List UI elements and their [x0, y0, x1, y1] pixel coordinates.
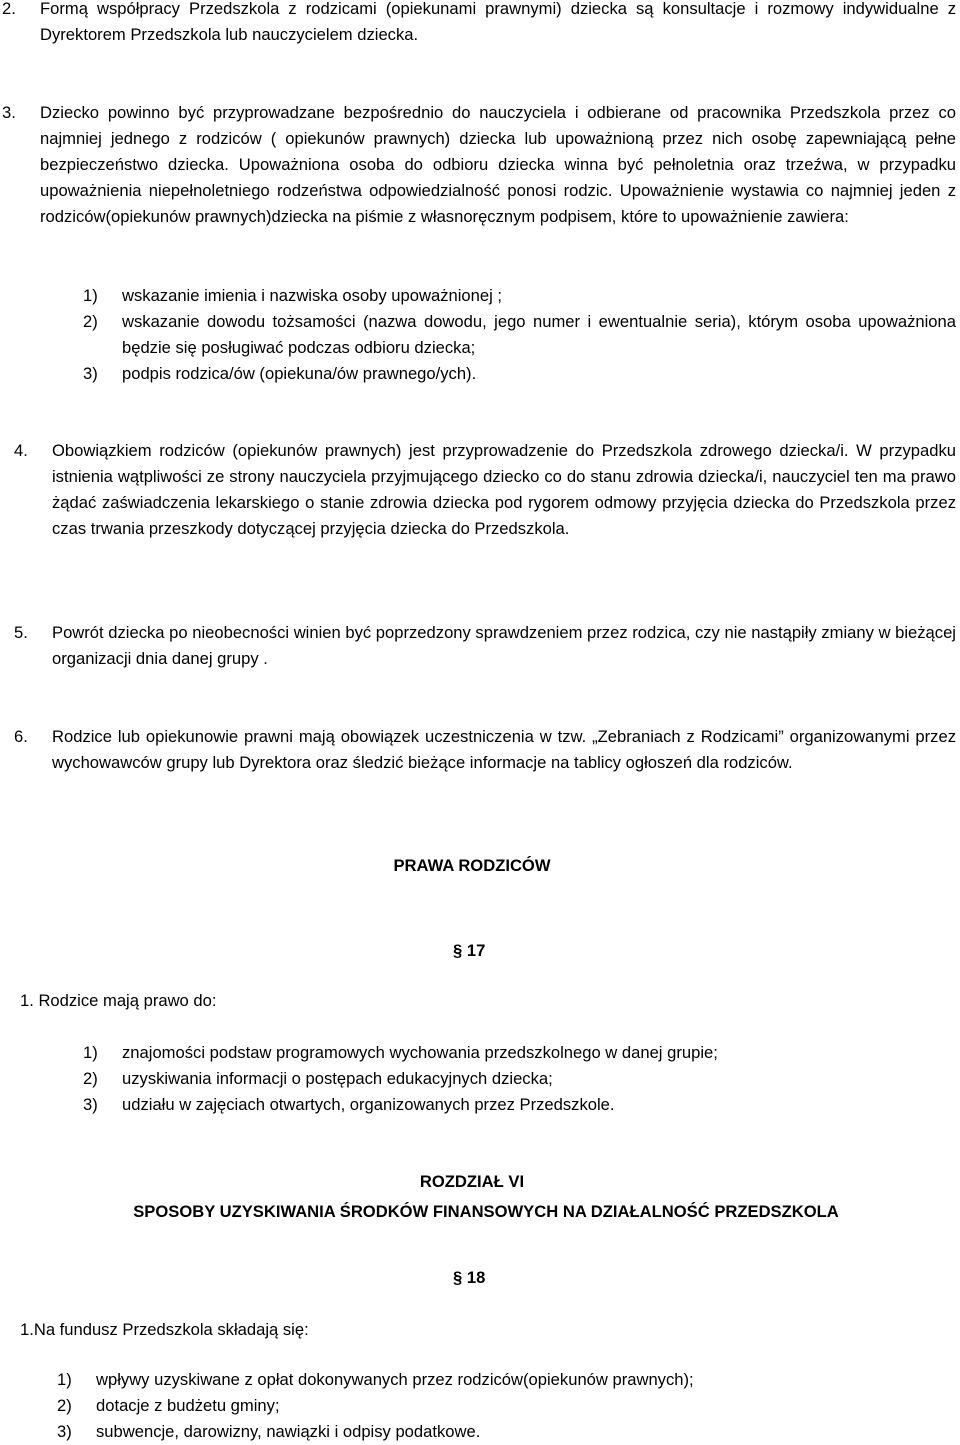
sub-item-text: podpis rodzica/ów (opiekuna/ów prawnego/ych). [122, 364, 477, 383]
list-item-text: wpływy uzyskiwane z opłat dokonywanych przez rodziców(opiekunów prawnych); [96, 1370, 694, 1389]
list-item-text: subwencje, darowizny, nawiązki i odpisy podatkowe. [96, 1422, 481, 1441]
list-item-number: 1) [83, 1043, 98, 1062]
section-heading-rights: PRAWA RODZICÓW [393, 856, 551, 875]
list-item-number: 2) [57, 1396, 72, 1415]
item-text: Formą współpracy Przedszkola z rodzicami (opiekunami prawnymi) dziecka są konsultacje i rozmowy indywidualne z Dyrektorem Przedszkola lub nauczycielem dziecka. [40, 0, 956, 44]
list-item-number: 3) [83, 1095, 98, 1114]
list-item-text: znajomości podstaw programowych wychowania przedszkolnego w danej grupie; [122, 1043, 718, 1062]
rights-intro: 1. Rodzice mają prawo do: [20, 991, 217, 1010]
item-text: Obowiązkiem rodziców (opiekunów prawnych) jest przyprowadzenie do Przedszkola zdrowego dziecka/i. W przypadku istnienia wątpliwości ze strony nauczyciela przyjmującego dziecko co do stanu zdrowia dziecka/i, nauczyciel ten ma prawo żądać zaświadczenia lekarskiego o stanie zdrowia dziecka pod rygorem odmowy przyjęcia dziecka do Przedszkola przez czas trwania przeszkody dotyczącej przyjęcia dziecka do Przedszkola. [52, 441, 956, 538]
sub-item-number: 2) [83, 312, 98, 331]
sub-item-number: 3) [83, 364, 98, 383]
item-number: 5. [14, 623, 28, 642]
item-number: 3. [2, 103, 16, 122]
fund-intro: 1.Na fundusz Przedszkola składają się: [20, 1320, 309, 1339]
item-text: Rodzice lub opiekunowie prawni mają obowiązek uczestniczenia w tzw. „Zebraniach z Rodzicami” organizowanymi przez wychowawców grupy lub Dyrektora oraz śledzić bieżące informacje na tablicy ogłoszeń dla rodziców. [52, 727, 956, 772]
item-number: 4. [14, 441, 28, 460]
sub-item-text: wskazanie dowodu tożsamości (nazwa dowodu, jego numer i ewentualnie seria), którym osoba upoważniona będzie się posługiwać podczas odbioru dziecka; [122, 312, 956, 357]
item-text: Dziecko powinno być przyprowadzane bezpośrednio do nauczyciela i odbierane od pracownika Przedszkola przez co najmniej jednego z rodziców ( opiekunów prawnych) dziecka lub upoważnioną przez nich osobę zapewniającą pełne bezpieczeństwo dziecka. Upoważniona osoba do odbioru dziecka winna być pełnoletnia oraz trzeźwa, w przypadku upoważnienia niepełnoletniego rodzeństwa odpowiedzialność ponosi rodzic. Upoważnienie wystawia co najmniej jeden z rodziców(opiekunów prawnych)dziecka na piśmie z własnoręcznym podpisem, które to upoważnienie zawiera: [40, 103, 956, 226]
list-item-number: 1) [57, 1370, 72, 1389]
item-number: 6. [14, 727, 28, 746]
chapter-title: SPOSOBY UZYSKIWANIA ŚRODKÓW FINANSOWYCH NA DZIAŁALNOŚĆ PRZEDSZKOLA [133, 1202, 839, 1221]
chapter-number: ROZDZIAŁ VI [419, 1172, 525, 1191]
sub-item-text: wskazanie imienia i nazwiska osoby upoważnionej ; [122, 286, 503, 305]
paragraph-mark-17: § 17 [453, 941, 486, 960]
paragraph-mark-18: § 18 [453, 1268, 486, 1287]
list-item-text: uzyskiwania informacji o postępach edukacyjnych dziecka; [122, 1069, 553, 1088]
item-number: 2. [2, 0, 16, 18]
list-item-text: udziału w zajęciach otwartych, organizowanych przez Przedszkole. [122, 1095, 615, 1114]
item-text: Powrót dziecka po nieobecności winien być poprzedzony sprawdzeniem przez rodzica, czy nie nastąpiły zmiany w bieżącej organizacji dnia danej grupy . [52, 623, 956, 668]
sub-item-number: 1) [83, 286, 98, 305]
list-item-text: dotacje z budżetu gminy; [96, 1396, 280, 1415]
list-item-number: 3) [57, 1422, 72, 1441]
list-item-number: 2) [83, 1069, 98, 1088]
